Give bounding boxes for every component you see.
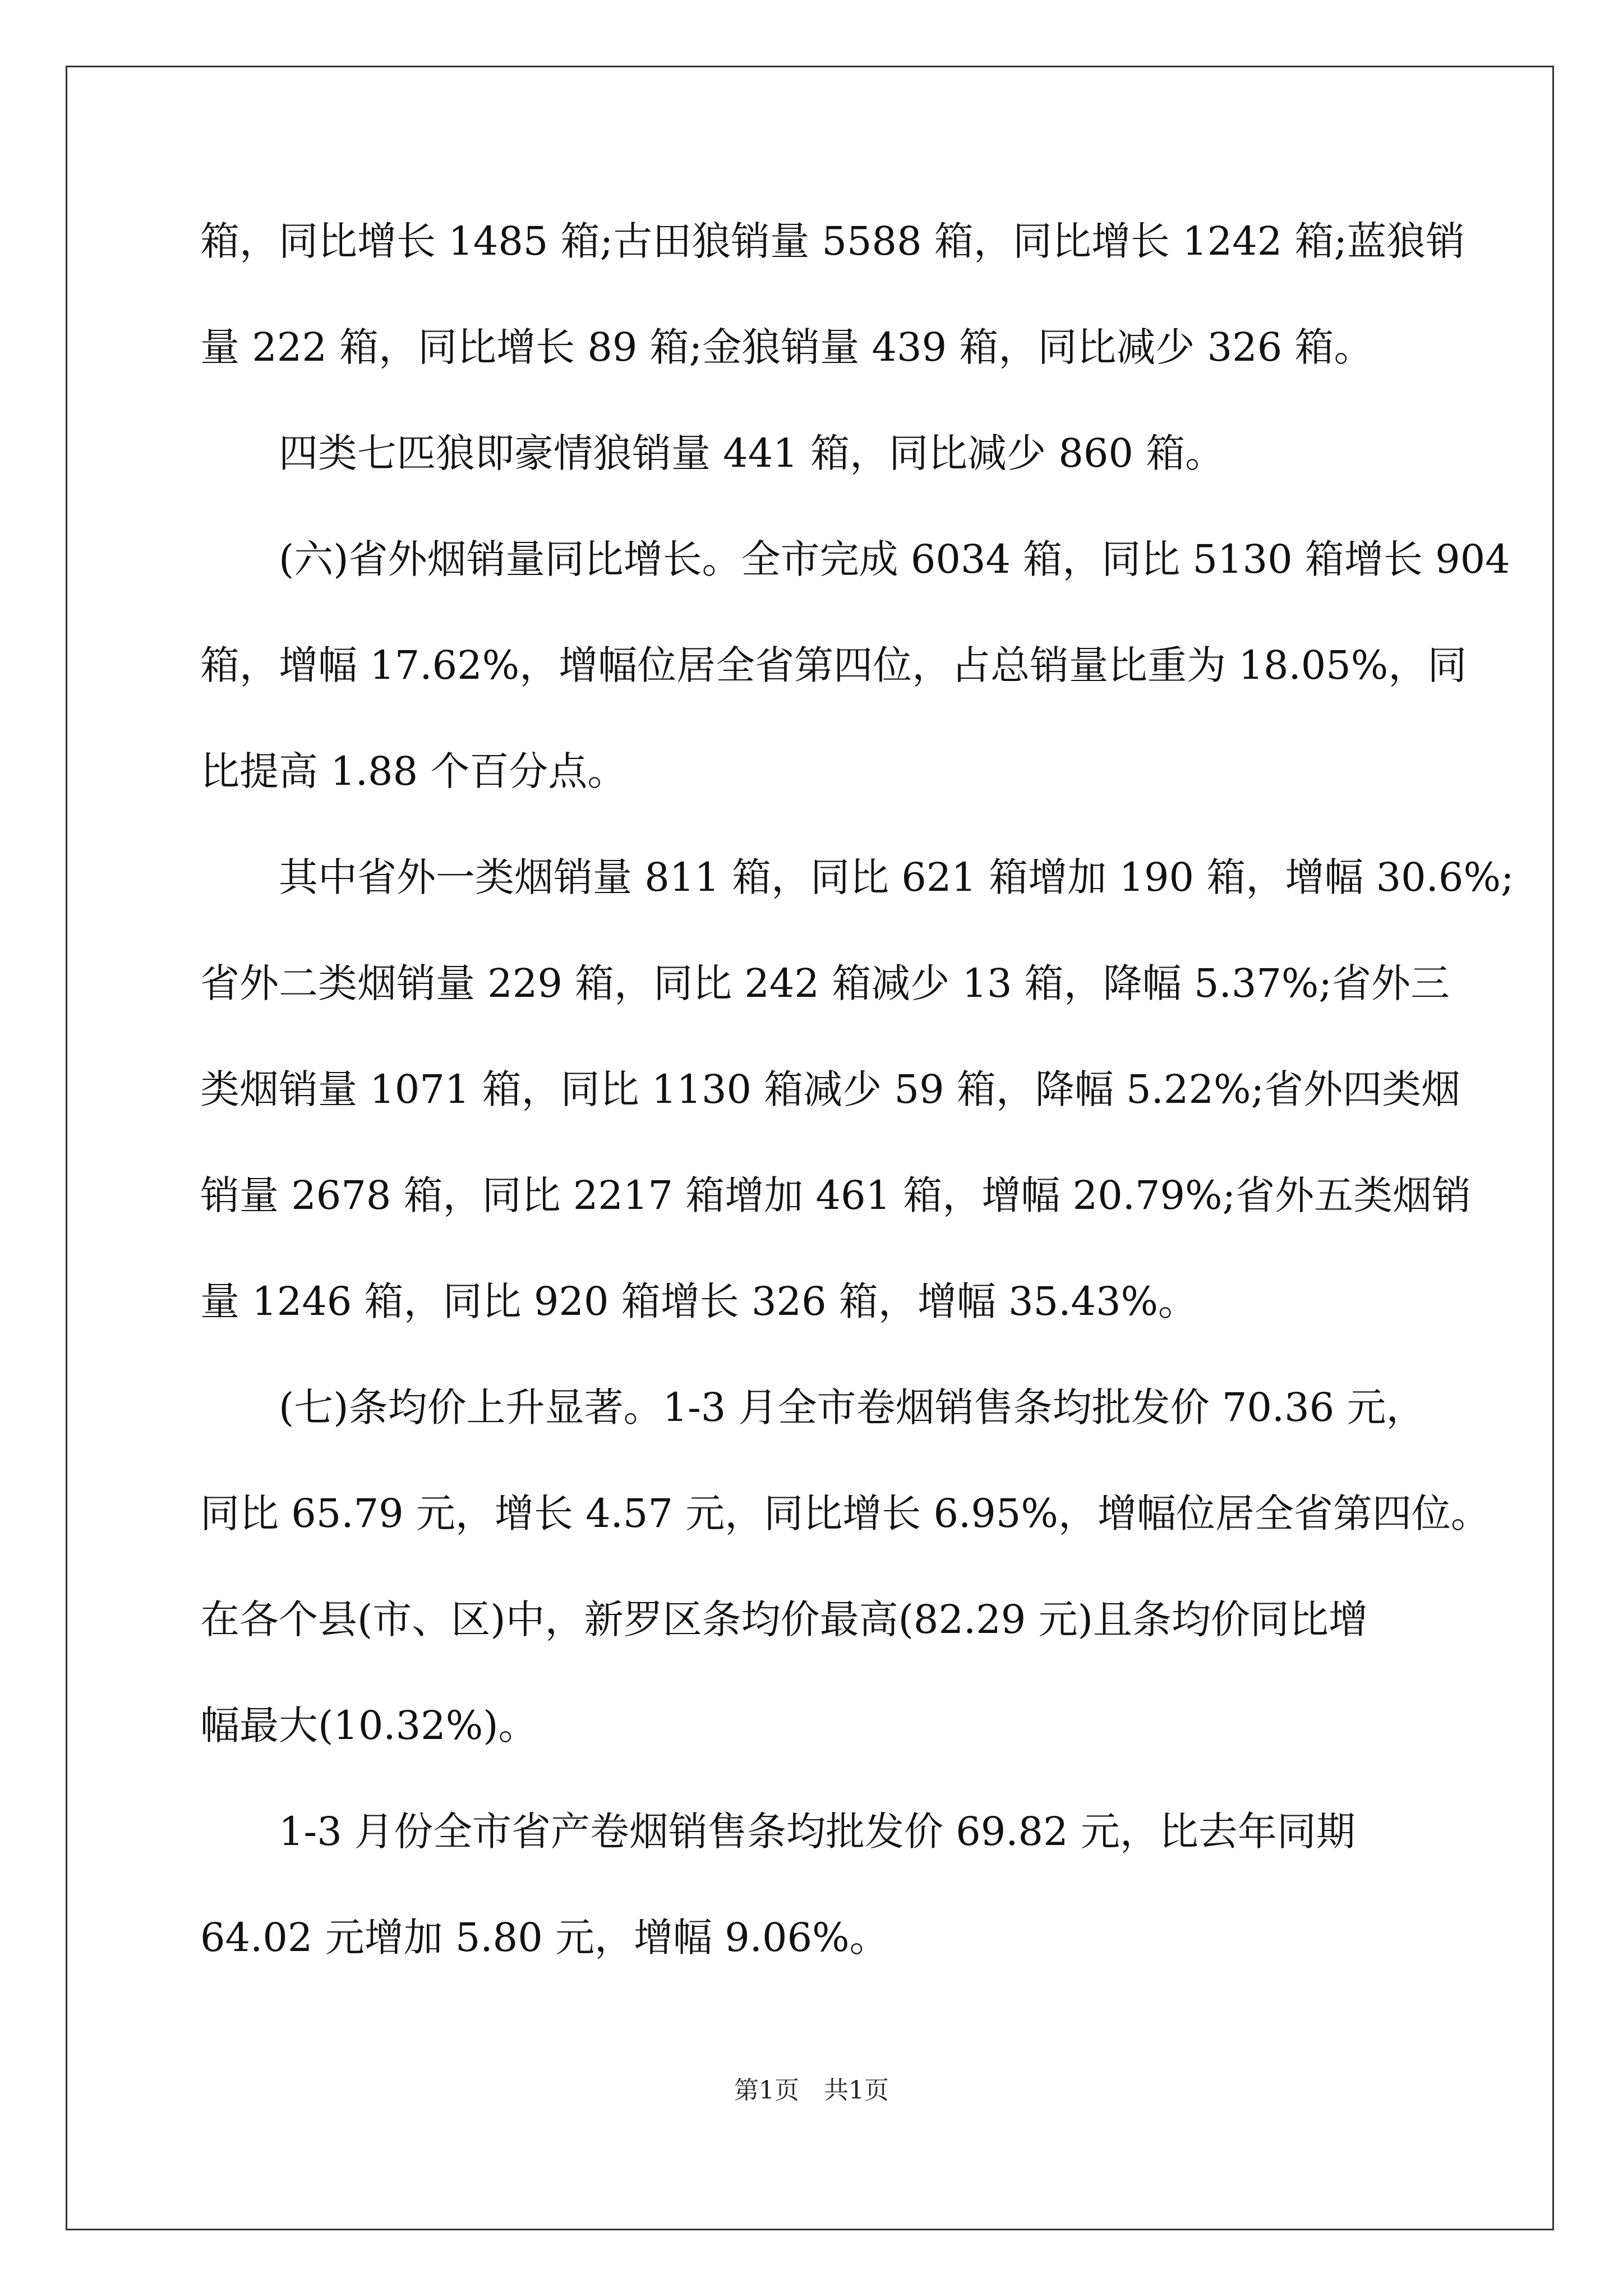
paragraph-line: 幅最大(10.32%)。 (200, 1703, 538, 1749)
paragraph-line: 箱，增幅 17.62%，增幅位居全省第四位，占总销量比重为 18.05%，同 (200, 642, 1467, 688)
paragraph-line: 类烟销量 1071 箱，同比 1130 箱减少 59 箱，降幅 5.22%;省外四类烟 (200, 1066, 1461, 1112)
paragraph-line: 64.02 元增加 5.80 元，增幅 9.06%。 (200, 1915, 889, 1961)
paragraph-line: 在各个县(市、区)中，新罗区条均价最高(82.29 元)且条均价同比增 (200, 1596, 1368, 1642)
paragraph-line: (七)条均价上升显著。1-3 月全市卷烟销售条均批发价 70.36 元， (200, 1384, 1426, 1430)
paragraph-line: 比提高 1.88 个百分点。 (200, 748, 627, 794)
paragraph-line: 省外二类烟销量 229 箱，同比 242 箱减少 13 箱，降幅 5.37%;省外三 (200, 960, 1450, 1006)
paragraph-line: 销量 2678 箱，同比 2217 箱增加 461 箱，增幅 20.79%;省外五类烟销 (200, 1172, 1472, 1218)
paragraph-line: 同比 65.79 元，增长 4.57 元，同比增长 6.95%，增幅位居全省第四位。 (200, 1490, 1490, 1536)
paragraph-line: 其中省外一类烟销量 811 箱，同比 621 箱增加 190 箱，增幅 30.6%; (200, 854, 1514, 900)
paragraph-line: 四类七匹狼即豪情狼销量 441 箱，同比减少 860 箱。 (200, 430, 1225, 476)
page-number: 第1页 共1页 (734, 2076, 889, 2105)
page-border (66, 66, 1554, 2230)
paragraph-line: 箱，同比增长 1485 箱;古田狼销量 5588 箱，同比增长 1242 箱;蓝狼销 (200, 218, 1465, 264)
paragraph-line: (六)省外烟销量同比增长。全市完成 6034 箱，同比 5130 箱增长 904 (200, 536, 1510, 582)
paragraph-line: 量 222 箱，同比增长 89 箱;金狼销量 439 箱，同比减少 326 箱。 (200, 324, 1373, 370)
paragraph-line: 1-3 月份全市省产卷烟销售条均批发价 69.82 元，比去年同期 (200, 1809, 1355, 1855)
paragraph-line: 量 1246 箱，同比 920 箱增长 326 箱，增幅 35.43%。 (200, 1278, 1198, 1324)
